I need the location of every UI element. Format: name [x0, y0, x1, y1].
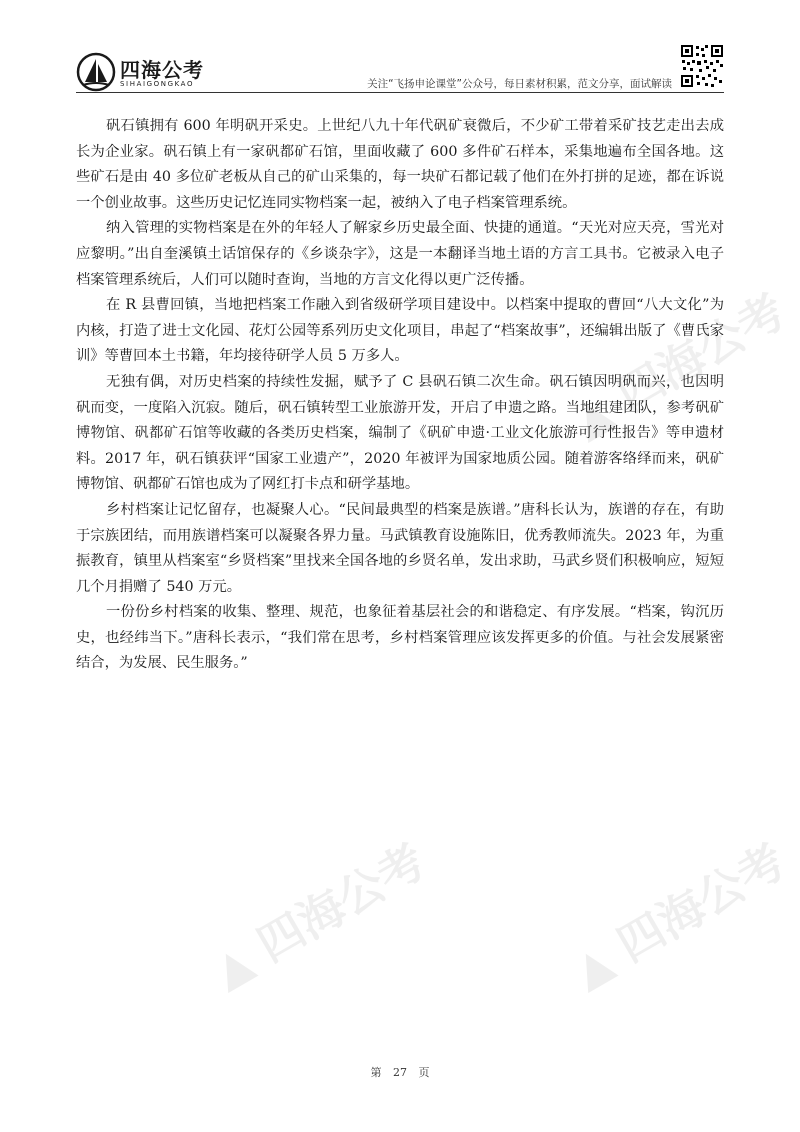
article-body — [76, 114, 724, 677]
watermark-logo: ▲ 四海公考 — [563, 283, 795, 448]
qr-code-icon — [680, 44, 724, 88]
watermark-logo: ▲ 四海公考 — [563, 833, 795, 998]
header-tagline: 关注“飞扬申论课堂”公众号，每日素材积累，范文分享，面试解读 — [367, 78, 672, 90]
brand-logo — [76, 52, 206, 96]
brand-subtitle: SIHAIGONGKAO — [120, 80, 195, 88]
brand-name: 四海公考 — [120, 58, 204, 82]
header-divider — [76, 92, 724, 93]
paragraph: 一份份乡村档案的收集、整理、规范，也象征着基层社会的和谐稳定、有序发展。“档案，钩沉历史，也经纬当下。”唐科长表示，“我们常在思考，乡村档案管理应该发挥更多的价值。与社会发展紧密结合，为发展、民生服务。” — [76, 604, 724, 672]
paragraph: 矾石镇拥有 600 年明矾开采史。上世纪八九十年代矾矿衰微后，不少矿工带着采矿技艺走出去成长为企业家。矾石镇上有一家矾都矿石馆，里面收藏了 600 多件矿石样本，采集地遍布全国各地。这些矿石是由 40 多位矿老板从自己的矿山采集的，每一块矿石都记载了他们在外打拼的足迹，都在诉说一个创业故事。这些历史记忆连同实物档案一起，被纳入了电子档案管理系统。 — [76, 118, 724, 211]
watermark-logo: ▲ 四海公考 — [203, 833, 435, 998]
page-header — [0, 0, 800, 100]
sailboat-logo-icon — [76, 52, 116, 92]
page-suffix: 页 — [418, 1066, 430, 1079]
paragraph: 在 R 县曹回镇，当地把档案工作融入到省级研学项目建设中。以档案中提取的曹回“八大文化”为内核，打造了进士文化园、花灯公园等系列历史文化项目，串起了“档案故事”，还编辑出版了《曹氏家训》等曹回本土书籍，年均接待研学人员 5 万多人。 — [76, 297, 724, 365]
paragraph: 纳入管理的实物档案是在外的年轻人了解家乡历史最全面、快捷的通道。“天光对应天亮，雪光对应黎明。”出自奎溪镇土话馆保存的《乡谈杂字》，这是一本翻译当地土语的方言工具书。它被录入电子档案管理系统后，人们可以随时查询，当地的方言文化得以更广泛传播。 — [76, 220, 724, 288]
paragraph: 乡村档案让记忆留存，也凝聚人心。“民间最典型的档案是族谱。”唐科长认为，族谱的存在，有助于宗族团结，而用族谱档案可以凝聚各界力量。马武镇教育设施陈旧，优秀教师流失。2023 年，为重振教育，镇里从档案室“乡贤档案”里找来全国各地的乡贤名单，发出求助，马武乡贤们积极响应，短短几个月捐赠了 540 万元。 — [76, 501, 724, 595]
paragraph: 无独有偶，对历史档案的持续性发掘，赋予了 C 县矾石镇二次生命。矾石镇因明矾而兴，也因明矾而变，一度陷入沉寂。随后，矾石镇转型工业旅游开发，开启了申遗之路。当地组建团队，参考矾矿博物馆、矾都矿石馆等收藏的各类历史档案，编制了《矾矿申遗·工业文化旅游可行性报告》等申遗材料。2017 年，矾石镇获评“国家工业遗产”，2020 年被评为国家地质公园。随着游客络绎而来，矾矿博物馆、矾都矿石馆也成为了网红打卡点和研学基地。 — [76, 373, 724, 493]
page-prefix: 第 — [370, 1066, 382, 1079]
page-number: 27 — [393, 1066, 407, 1079]
page-footer — [0, 1064, 800, 1080]
